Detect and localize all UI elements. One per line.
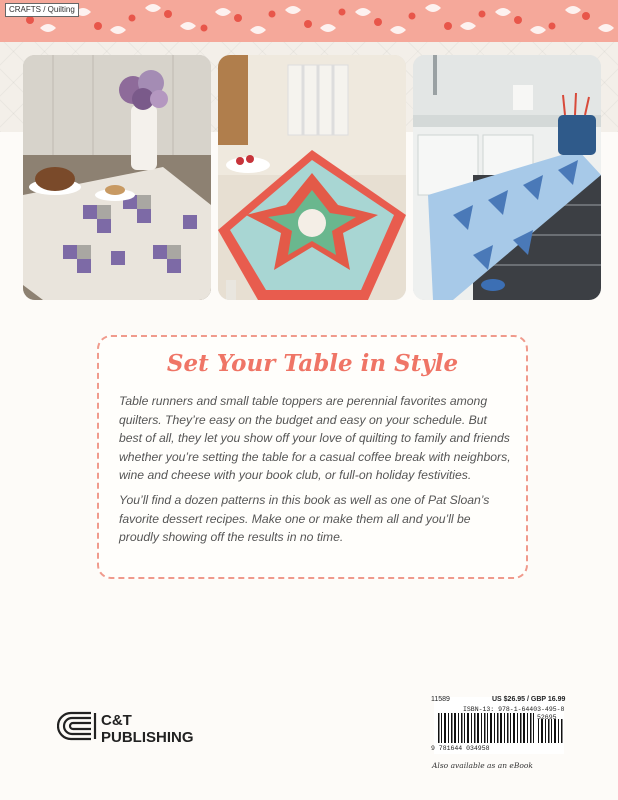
photo-illustration-1 — [23, 55, 211, 300]
floral-pattern — [0, 0, 618, 42]
ct-logo-icon — [57, 709, 99, 743]
ean-digits: 9 781644 034958 — [431, 745, 490, 752]
photo-illustration-3 — [413, 55, 601, 300]
publisher-name-line-1: C&T — [101, 712, 132, 729]
isbn: ISBN-13: 978-1-64403-495-8 — [463, 706, 565, 713]
category-tag: CRAFTS / Quilting — [5, 3, 79, 17]
floral-header-band — [0, 0, 618, 42]
photo-kitchen-table-runner — [413, 55, 601, 300]
photo-purple-table-topper — [23, 55, 211, 300]
photo-star-table-topper — [218, 55, 406, 300]
description-title: Set Your Table in Style — [166, 350, 459, 377]
item-number: 11589 — [431, 696, 450, 703]
price-code: 52695 — [537, 714, 557, 721]
publisher-logo — [57, 709, 99, 748]
price: US $26.95 / GBP 16.99 — [492, 696, 566, 703]
description-paragraph-2: You’ll find a dozen patterns in this book as well as one of Pat Sloan’s favorite dessert recipes. Make one or make them all and you’ll be proudly showing off the results in no time. — [119, 493, 490, 545]
photo-illustration-2 — [218, 55, 406, 300]
ebook-note: Also available as an eBook — [432, 761, 533, 770]
publisher-name — [101, 712, 194, 746]
description-box — [97, 335, 528, 579]
publisher-name-line-2: PUBLISHING — [101, 729, 194, 746]
description-paragraph-1: Table runners and small table toppers are perennial favorites among quilters. They’re easy on the budget and easy on your schedule. But best of all, they let you show off your love of quilting to family and friends whether you’re setting the table for a casual coffee break with neighbors, wine and cheese with your book club, or full-on holiday festivities. — [119, 394, 511, 483]
